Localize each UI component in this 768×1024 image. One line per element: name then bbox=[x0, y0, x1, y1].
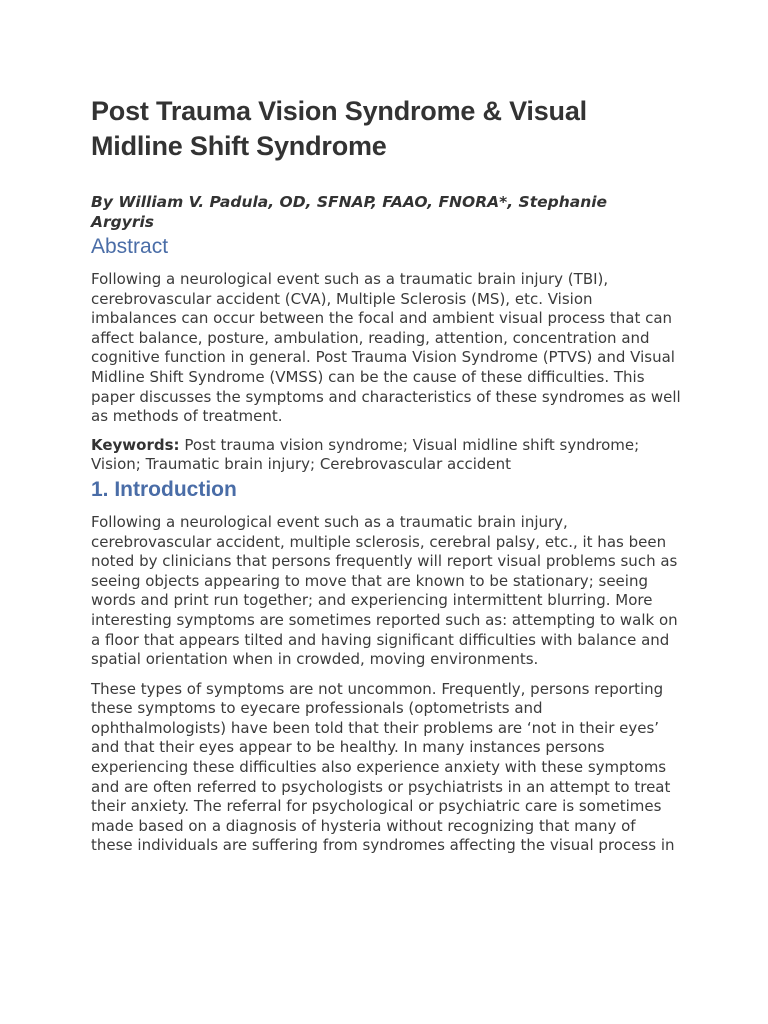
keywords-paragraph bbox=[91, 436, 681, 475]
title-line-2: Midline Shift Syndrome bbox=[91, 131, 387, 161]
keywords-label: Keywords: bbox=[91, 435, 180, 454]
abstract-body: Following a neurological event such as a traumatic brain injury (TBI), cerebrovascular accident (CVA), Multiple Sclerosis (MS), etc. Vision imbalances can occur between the focal and ambient visual process that can affect balance, posture, ambulation, reading, attention, concentration and cognitive function in general. Post Trauma Vision Syndrome (PTVS) and Visual Midline Shift Syndrome (VMSS) can be the cause of these difficulties. This paper discusses the symptoms and characteristics of these syndromes as well as methods of treatment. bbox=[91, 270, 681, 426]
document-page bbox=[91, 94, 691, 856]
introduction-paragraph-1: Following a neurological event such as a traumatic brain injury, cerebrovascular accident, multiple sclerosis, cerebral palsy, etc., it has been noted by clinicians that persons frequently will report visual problems such as seeing objects appearing to move that are known to be stationary; seeing words and print run together; and experiencing intermittent blurring. More interesting symptoms are sometimes reported such as: attempting to walk on a floor that appears tilted and having significant difficulties with balance and spatial orientation when in crowded, moving environments. bbox=[91, 512, 678, 669]
introduction-heading: 1. Introduction bbox=[91, 477, 237, 501]
abstract-heading: Abstract bbox=[91, 235, 169, 258]
title-line-1: Post Trauma Vision Syndrome & Visual bbox=[91, 96, 587, 126]
document-title bbox=[91, 94, 691, 164]
keywords-text: Post trauma vision syndrome; Visual midline shift syndrome; Vision; Traumatic brain injury; Cerebrovascular accident bbox=[91, 435, 640, 474]
introduction-paragraph-2: These types of symptoms are not uncommon. Frequently, persons reporting these symptoms to eyecare professionals (optometrists and ophthalmologists) have been told that their problems are ‘not in their eyes’ and that their eyes appear to be healthy. In many instances persons experiencing these difficulties also experience anxiety with these symptoms and are often referred to psychologists or psychiatrists in an attempt to treat their anxiety. The referral for psychological or psychiatric care is sometimes made based on a diagnosis of hysteria without recognizing that many of these individuals are suffering from syndromes affecting the visual process in bbox=[91, 679, 675, 855]
author-byline: By William V. Padula, OD, SFNAP, FAAO, FNORA*, Stephanie Argyris bbox=[91, 193, 608, 231]
